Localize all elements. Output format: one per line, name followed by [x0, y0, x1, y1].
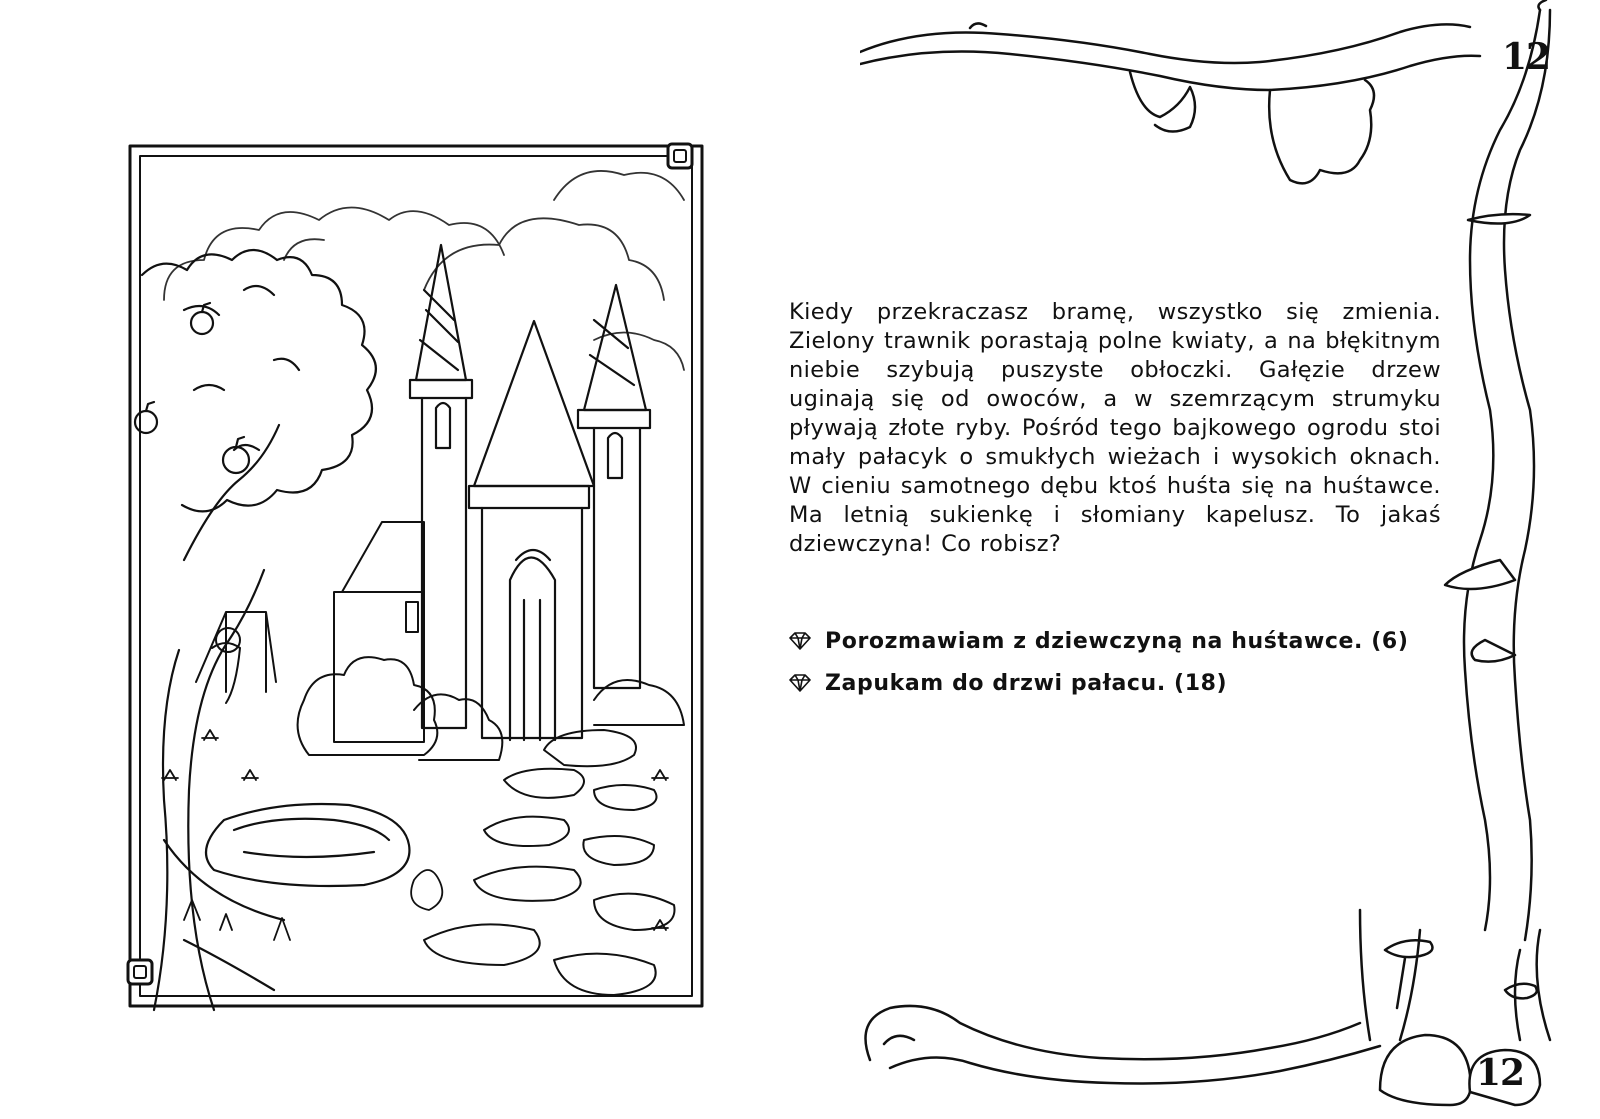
- castle-side-building: [334, 522, 424, 742]
- illustration-frame: [128, 144, 702, 1006]
- swing: [196, 612, 276, 703]
- castle-left-tower: [410, 245, 472, 728]
- garden-pond: [206, 804, 409, 886]
- choice-label: Zapukam do drzwi pałacu. (18): [825, 670, 1228, 696]
- diamond-icon: [789, 674, 811, 692]
- page-number: 12: [1502, 36, 1551, 78]
- choice-label: Porozmawiam z dziewczyną na huśtawce. (6): [825, 628, 1409, 654]
- tree-branch-border: [860, 0, 1600, 1119]
- story-paragraph: Kiedy przekraczasz bramę, wszystko się zmienia. Zielony trawnik porastają polne kwiaty, a na błękitnym niebie szybują puszyste obłoczki. Gałęzie drzew uginają się od owoców, a w szemrzącym strumyku pływają złote ryby. Pośród tego bajkowego ogrodu stoi mały pałacyk o smukłych wieżach i wysokich oknach. W cieniu samotnego dębu ktoś huśta się na huśtawce. Ma letnią sukienkę i słomiany kapelusz. To jakaś dziewczyna! Co robisz?: [789, 299, 1441, 557]
- garden-flowers: [162, 730, 668, 940]
- garden-bushes: [298, 657, 684, 760]
- castle-garden-illustration: [124, 140, 714, 1012]
- diamond-icon: [789, 632, 811, 650]
- page-number-stone: 12: [1476, 1052, 1525, 1094]
- choice-list: [789, 620, 1449, 704]
- apple-tree: [135, 250, 376, 1010]
- choice-knock-palace-door[interactable]: [789, 662, 1449, 704]
- choice-talk-to-girl[interactable]: [789, 620, 1449, 662]
- stone-path: [424, 730, 675, 995]
- castle-center-tower: [469, 321, 594, 740]
